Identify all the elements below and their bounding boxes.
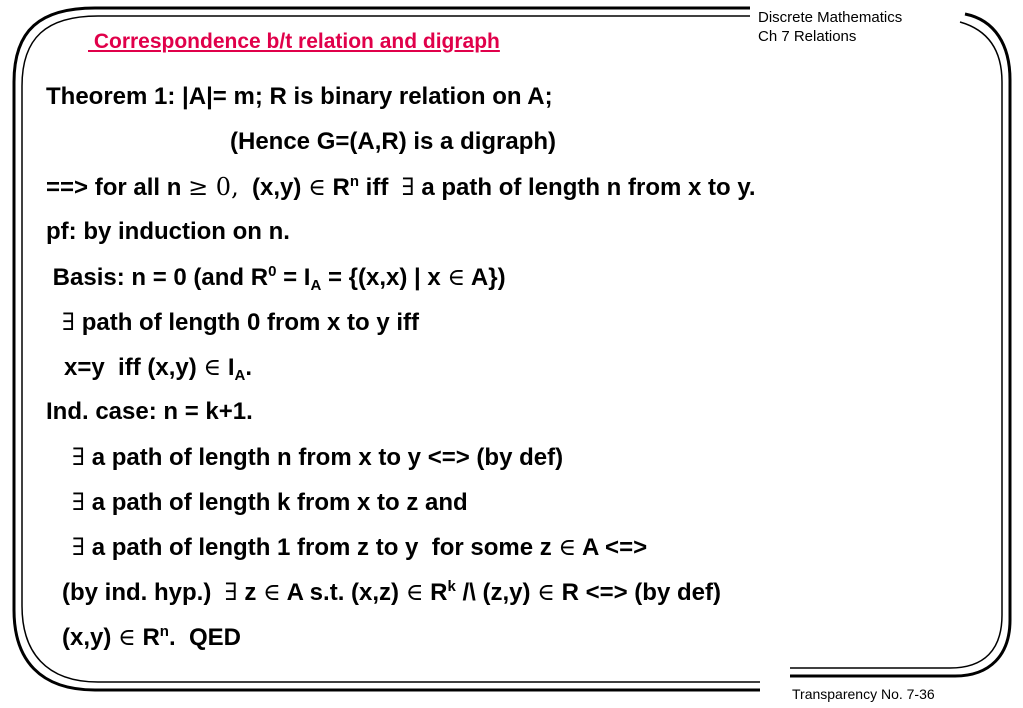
- line-ind-case: Ind. case: n = k+1.: [46, 398, 253, 425]
- exists-symbol: ∃: [72, 443, 86, 471]
- exists-symbol: ∃: [62, 308, 76, 336]
- slide-header: [758, 8, 902, 46]
- line-theorem: Theorem 1: |A|= m; R is binary relation on A;: [46, 83, 553, 110]
- line-basis-equal: x=y iff (x,y) ∈ $I_A$.: [64, 353, 253, 384]
- transparency-number: Transparency No. 7-36: [792, 686, 935, 702]
- line-ind-step-1: ∃ a path of length n from x to y <=> (by def): [72, 443, 564, 471]
- element-of-symbol: ∈: [118, 623, 136, 651]
- exists-symbol: ∃: [72, 533, 86, 561]
- line-theorem-statement: ==> for all n ≥ 0, (x,y) ∈ $R^n$ iff ∃ a path of length n from x to y.: [46, 173, 756, 201]
- line-ind-hyp: (by ind. hyp.) ∃ z ∈ A s.t. (x,z) ∈ $R^k$ /\ (z,y) ∈ R <=> (by def): [62, 578, 721, 606]
- line-ind-step-3: ∃ a path of length 1 from z to y for some z ∈ A <=>: [72, 533, 648, 561]
- element-of-symbol: ∈: [308, 173, 326, 201]
- element-of-symbol: ∈: [203, 353, 222, 381]
- exists-symbol: ∃: [401, 173, 415, 201]
- line-ind-step-2: ∃ a path of length k from x to z and: [72, 488, 468, 516]
- line-basis-path: ∃ path of length 0 from x to y iff: [62, 308, 420, 336]
- course-name: Discrete Mathematics: [758, 9, 903, 26]
- element-of-symbol: ∈: [447, 263, 466, 291]
- line-proof: pf: by induction on n.: [46, 218, 290, 245]
- line-hence: (Hence G=(A,R) is a digraph): [230, 128, 557, 155]
- geq-symbol: ≥: [188, 173, 209, 201]
- element-of-symbol: ∈: [263, 578, 281, 606]
- element-of-symbol: ∈: [405, 578, 424, 606]
- slide-title: Correspondence b/t relation and digraph: [88, 30, 500, 53]
- element-of-symbol: ∈: [558, 533, 577, 561]
- line-basis: Basis: n = 0 (and $R^0 = I_A = \{(x,x)$ | x ∈ A}): [46, 263, 506, 294]
- exists-symbol: ∃: [224, 578, 238, 606]
- line-qed: (x,y) ∈ $R^n$. QED: [62, 623, 241, 651]
- chapter-name: Ch 7 Relations: [758, 28, 857, 45]
- element-of-symbol: ∈: [537, 578, 555, 606]
- exists-symbol: ∃: [72, 488, 86, 516]
